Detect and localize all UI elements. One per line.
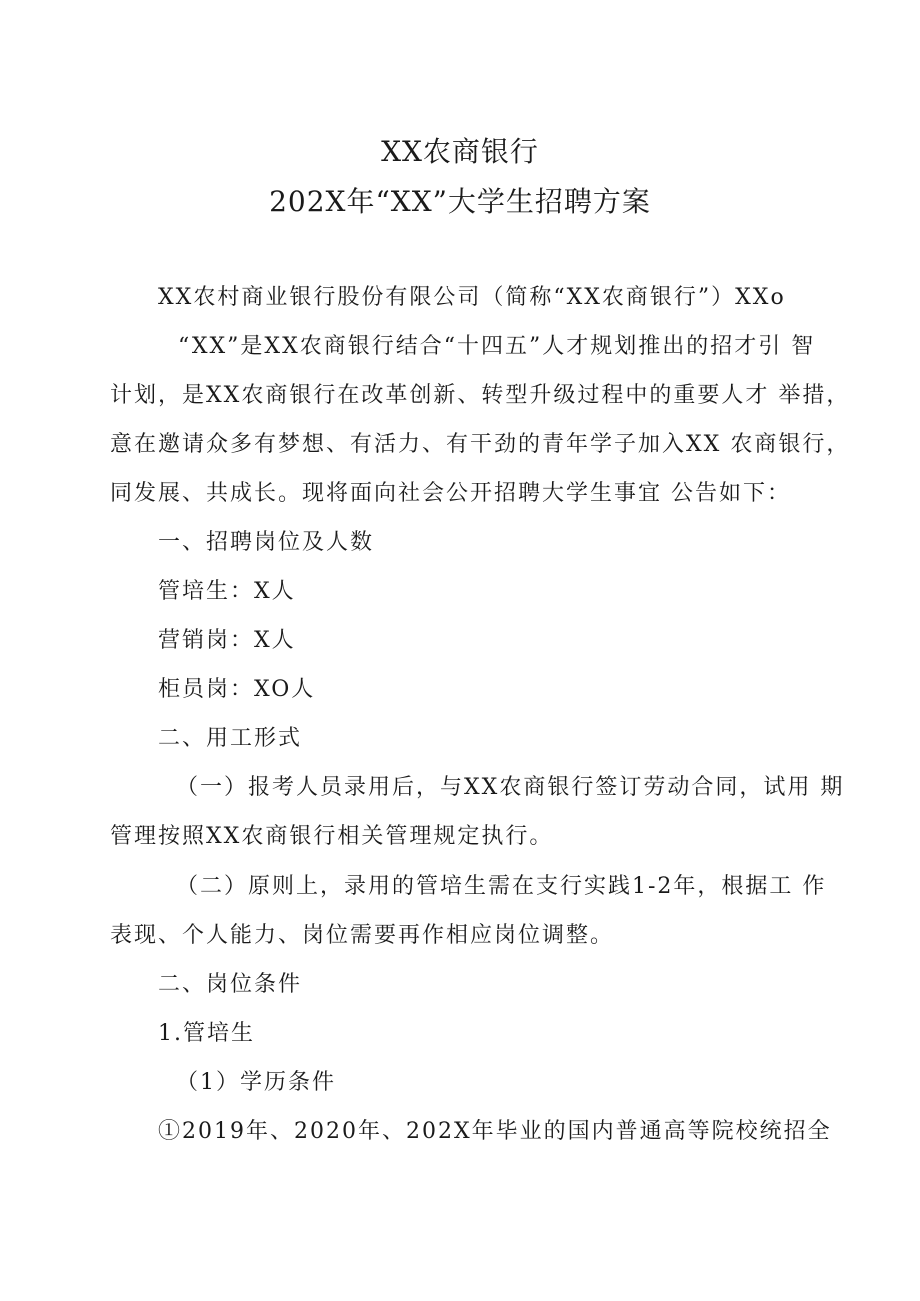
paragraph-line: ①2019年、2020年、202X年毕业的国内普通高等院校统招全: [158, 1119, 832, 1144]
paragraph-line: 意在邀请众多有梦想、有活力、有干劲的青年学子加入XX 农商银行，: [110, 432, 851, 457]
document-subtitle: 202X年“XX”大学生招聘方案: [269, 185, 651, 218]
paragraph-line: （一）报考人员录用后，与XX农商银行签订劳动合同，试用 期: [176, 775, 845, 800]
subsection-heading: 1.管培生: [158, 1021, 255, 1046]
paragraph-line: 表现、个人能力、岗位需要再作相应岗位调整。: [110, 923, 615, 948]
list-item: 柜员岗：XO人: [158, 677, 316, 702]
paragraph-line: （二）原则上，录用的管培生需在支行实践1-2年，根据工 作: [176, 874, 827, 899]
section-heading: 二、岗位条件: [158, 972, 303, 997]
paragraph-line: 计划，是XX农商银行在改革创新、转型升级过程中的重要人才 举措，: [110, 383, 851, 408]
paragraph-line: 管理按照XX农商银行相关管理规定执行。: [110, 824, 554, 849]
section-heading: 二、用工形式: [158, 726, 303, 751]
list-item: 管培生：X人: [158, 579, 296, 604]
paragraph-line: 同发展、共成长。现将面向社会公开招聘大学生事宜 公告如下：: [110, 481, 791, 506]
paragraph-line: “XX”是XX农商银行结合“十四五”人才规划推出的招才引 智: [178, 334, 816, 359]
subsection-heading: （1）学历条件: [176, 1070, 336, 1095]
paragraph-line: XX农村商业银行股份有限公司（简称“XX农商银行”）XXo: [158, 285, 786, 310]
document-title: XX农商银行: [381, 135, 539, 168]
list-item: 营销岗：X人: [158, 628, 296, 653]
section-heading: 一、招聘岗位及人数: [158, 530, 375, 555]
